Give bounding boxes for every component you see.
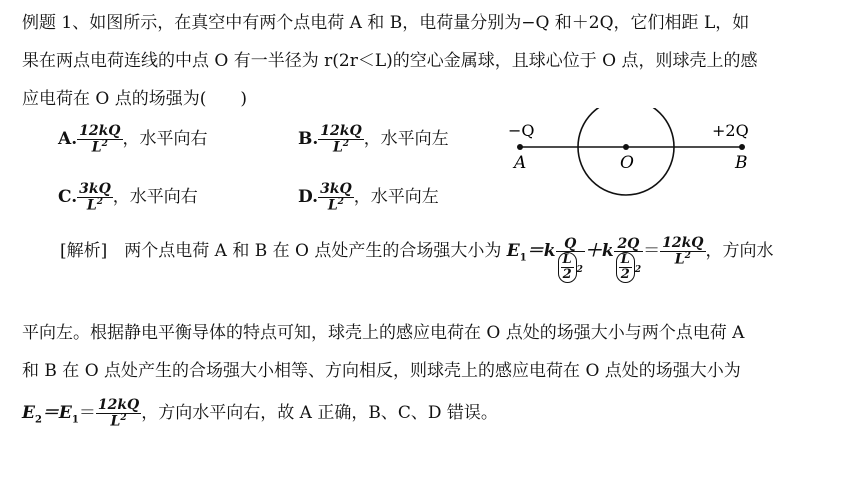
solution-prefix: [解析] 两个点电荷 A 和 B 在 O 点处产生的合场强大小为 [60, 241, 507, 262]
option-c-text: ，水平向右 [112, 187, 198, 208]
option-b-letter: B. [298, 129, 319, 150]
option-c-fraction: $\frac{3kQ}{L^2}$ [79, 181, 111, 214]
solution-suffix: ，方向水 [705, 241, 774, 262]
charge-diagram [500, 108, 770, 204]
metal-sphere [578, 108, 674, 195]
label-a: A [514, 153, 527, 173]
solution-line-1: [解析] 两个点电荷 A 和 B 在 O 点处产生的合场强大小为 $E_1=k$ Q $\frac{L}{2}$ $^2$ ＋k 2Q $\frac{L}{2}$ $^2$ ＝ $\frac{12kQ}{L^2}$ ，方向水 [60, 235, 774, 283]
solution-result-fraction: $\frac{12kQ}{L^2}$ [662, 235, 704, 268]
option-b-fraction: $\frac{12kQ}{L^2}$ [320, 123, 362, 156]
label-b: B [735, 153, 748, 173]
solution-fraction-q: Q $\frac{L}{2}$ $^2$ [556, 237, 585, 283]
option-d[interactable] [298, 182, 439, 213]
charge-a-value: −Q [508, 121, 535, 140]
solution-line-2: 平向左。根据静电平衡导体的特点可知，球壳上的感应电荷在 O 点处的场强大小与两个点电荷 A [22, 323, 745, 343]
option-d-text: ，水平向左 [353, 187, 439, 208]
final-text: ，方向水平向右，故 A 正确，B、C、D 错误。 [141, 403, 498, 424]
center-o-dot [623, 144, 629, 150]
label-o: O [620, 153, 634, 173]
question-line-2: 果在两点电荷连线的中点 O 有一半径为 r(2r＜L)的空心金属球，且球心位于 O 点，则球壳上的感 [22, 51, 758, 71]
final-fraction: $\frac{12kQ}{L^2}$ [97, 397, 140, 430]
option-a-text: ，水平向右 [122, 129, 208, 150]
option-b[interactable] [298, 124, 449, 155]
charge-a-dot [517, 144, 523, 150]
option-d-letter: D. [298, 187, 319, 208]
option-b-text: ，水平向左 [363, 129, 449, 150]
question-line-3: 应电荷在 O 点的场强为( ) [22, 89, 248, 109]
question-line-1: 例题 1、如图所示，在真空中有两个点电荷 A 和 B，电荷量分别为−Q 和＋2Q，它们相距 L，如 [22, 13, 750, 33]
option-a-letter: A. [58, 129, 78, 150]
option-c-letter: C. [58, 187, 78, 208]
charge-b-value: +2Q [712, 121, 749, 140]
option-a[interactable] [58, 124, 208, 155]
charge-b-dot [739, 144, 745, 150]
solution-line-4: $E_2=E_1=$ $\frac{12kQ}{L^2}$ ，方向水平向右，故 A 正确，B、C、D 错误。 [22, 397, 498, 430]
solution-line-3: 和 B 在 O 点处产生的合场强大小相等、方向相反，则球壳上的感应电荷在 O 点处的场强大小为 [22, 361, 741, 381]
option-a-fraction: $\frac{12kQ}{L^2}$ [79, 123, 121, 156]
option-d-fraction: $\frac{3kQ}{L^2}$ [320, 181, 352, 214]
solution-fraction-2q: 2Q $\frac{L}{2}$ $^2$ [614, 237, 643, 283]
option-c[interactable] [58, 182, 198, 213]
